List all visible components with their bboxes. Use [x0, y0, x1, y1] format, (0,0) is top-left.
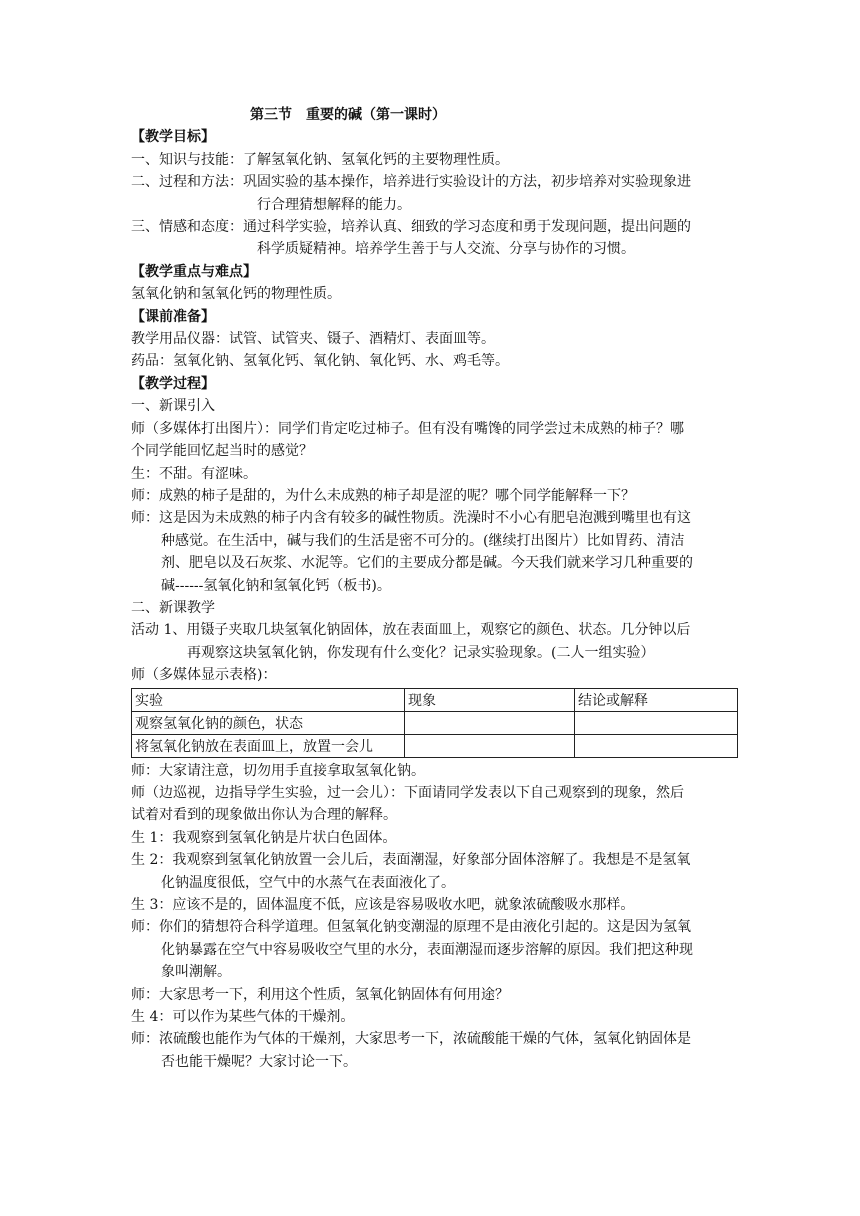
table-row — [132, 711, 738, 734]
experiment-table — [131, 688, 738, 758]
table-cell — [405, 734, 575, 757]
preparation-chemicals: 药品：氢氧化钠、氢氧化钙、氧化钠、氧化钙、水、鸡毛等。 — [131, 353, 509, 370]
dialogue-line: 试着对看到的现象做出你认为合理的解释。 — [131, 807, 397, 824]
table-row — [132, 734, 738, 757]
dialogue-line: 生 4：可以作为某些气体的干燥剂。 — [131, 1009, 355, 1026]
dialogue-line: 种感觉。在生活中，碱与我们的生活是密不可分的。(继续打出图片）比如胃药、清洁 — [161, 532, 685, 549]
dialogue-line: 师：这是因为未成熟的柿子内含有较多的碱性物质。洗澡时不小心有肥皂泡溅到嘴里也有这 — [131, 510, 691, 527]
dialogue-line: 师（边巡视，边指导学生实验，过一会儿）：下面请同学发表以下自己观察到的现象，然后 — [131, 784, 684, 801]
dialogue-line: 师：你们的猜想符合科学道理。但氢氧化钠变潮湿的原理不是由液化引起的。这是因为氢氧 — [131, 919, 691, 936]
dialogue-line: 否也能干燥呢？大家讨论一下。 — [161, 1053, 357, 1070]
activity-line: 活动 1、用镊子夹取几块氢氧化钠固体，放在表面皿上，观察它的颜色、状态。几分钟以后 — [131, 622, 691, 639]
table-header-row — [132, 688, 738, 711]
objective-process: 二、过程和方法：巩固实验的基本操作，培养进行实验设计的方法，初步培养对实验现象进 — [131, 174, 691, 191]
dialogue-line: 生 2：我观察到氢氧化钠放置一会儿后，表面潮湿，好象部分固体溶解了。我想是不是氢氧 — [131, 852, 691, 869]
dialogue-line: 生 1：我观察到氢氧化钠是片状白色固体。 — [131, 829, 397, 846]
table-header-cell: 现象 — [405, 688, 575, 711]
dialogue-line: 个同学能回忆起当时的感觉？ — [131, 443, 313, 460]
dialogue-line: 师：大家请注意，切勿用手直接拿取氢氧化钠。 — [131, 762, 425, 779]
table-cell: 观察氢氧化钠的颜色，状态 — [132, 711, 405, 734]
dialogue-line: 师：成熟的柿子是甜的，为什么未成熟的柿子却是涩的呢？哪个同学能解释一下？ — [131, 487, 635, 504]
table-header-cell: 实验 — [132, 688, 405, 711]
objective-attitude: 三、情感和态度：通过科学实验，培养认真、细致的学习态度和勇于发现问题，提出问题的 — [131, 219, 691, 236]
objective-attitude-cont: 科学质疑精神。培养学生善于与人交流、分享与协作的习惯。 — [257, 241, 635, 258]
process-heading: 【教学过程】 — [131, 375, 215, 392]
key-points-text: 氢氧化钠和氢氧化钙的物理性质。 — [131, 286, 341, 303]
document-title: 第三节 重要的碱（第一课时） — [250, 107, 446, 123]
dialogue-line: 师（多媒体打出图片）：同学们肯定吃过柿子。但有没有嘴馋的同学尝过未成熟的柿子？哪 — [131, 420, 684, 437]
document-page — [131, 104, 741, 1073]
dialogue-line: 化钠暴露在空气中容易吸收空气里的水分，表面潮湿而逐步溶解的原因。我们把这种现 — [161, 941, 693, 958]
table-cell — [575, 734, 738, 757]
dialogue-line: 师：浓硫酸也能作为气体的干燥剂，大家思考一下，浓硫酸能干燥的气体，氢氧化钠固体是 — [131, 1031, 691, 1048]
dialogue-line: 化钠温度很低，空气中的水蒸气在表面液化了。 — [161, 874, 455, 891]
dialogue-line: 生：不甜。有涩味。 — [131, 465, 257, 482]
activity-line: 师（多媒体显示表格)： — [131, 667, 277, 684]
key-points-heading: 【教学重点与难点】 — [131, 263, 257, 280]
dialogue-line: 碱------氢氧化钠和氢氧化钙（板书)。 — [161, 577, 391, 594]
table-header-cell: 结论或解释 — [575, 688, 738, 711]
table-cell — [405, 711, 575, 734]
dialogue-line: 剂、肥皂以及石灰浆、水泥等。它们的主要成分都是碱。今天我们就来学习几种重要的 — [161, 555, 693, 572]
dialogue-line: 师：大家思考一下，利用这个性质，氢氧化钠固体有何用途？ — [131, 986, 509, 1003]
intro-heading: 一、新课引入 — [131, 398, 215, 415]
dialogue-line: 生 3：应该不是的，固体温度不低，应该是容易吸收水吧，就象浓硫酸吸水那样。 — [131, 897, 635, 913]
objective-process-cont: 行合理猜想解释的能力。 — [257, 196, 411, 213]
teaching-heading: 二、新课教学 — [131, 599, 215, 616]
objectives-heading: 【教学目标】 — [131, 129, 215, 146]
dialogue-line: 象叫潮解。 — [161, 964, 231, 981]
table-cell — [575, 711, 738, 734]
table-cell: 将氢氧化钠放在表面皿上，放置一会儿 — [132, 734, 405, 757]
objective-knowledge: 一、知识与技能：了解氢氧化钠、氢氧化钙的主要物理性质。 — [131, 151, 509, 168]
activity-line: 再观察这块氢氧化钠，你发现有什么变化？记录实验现象。(二人一组实验） — [187, 644, 655, 661]
preparation-instruments: 教学用品仪器：试管、试管夹、镊子、酒精灯、表面皿等。 — [131, 331, 495, 348]
preparation-heading: 【课前准备】 — [131, 308, 215, 325]
